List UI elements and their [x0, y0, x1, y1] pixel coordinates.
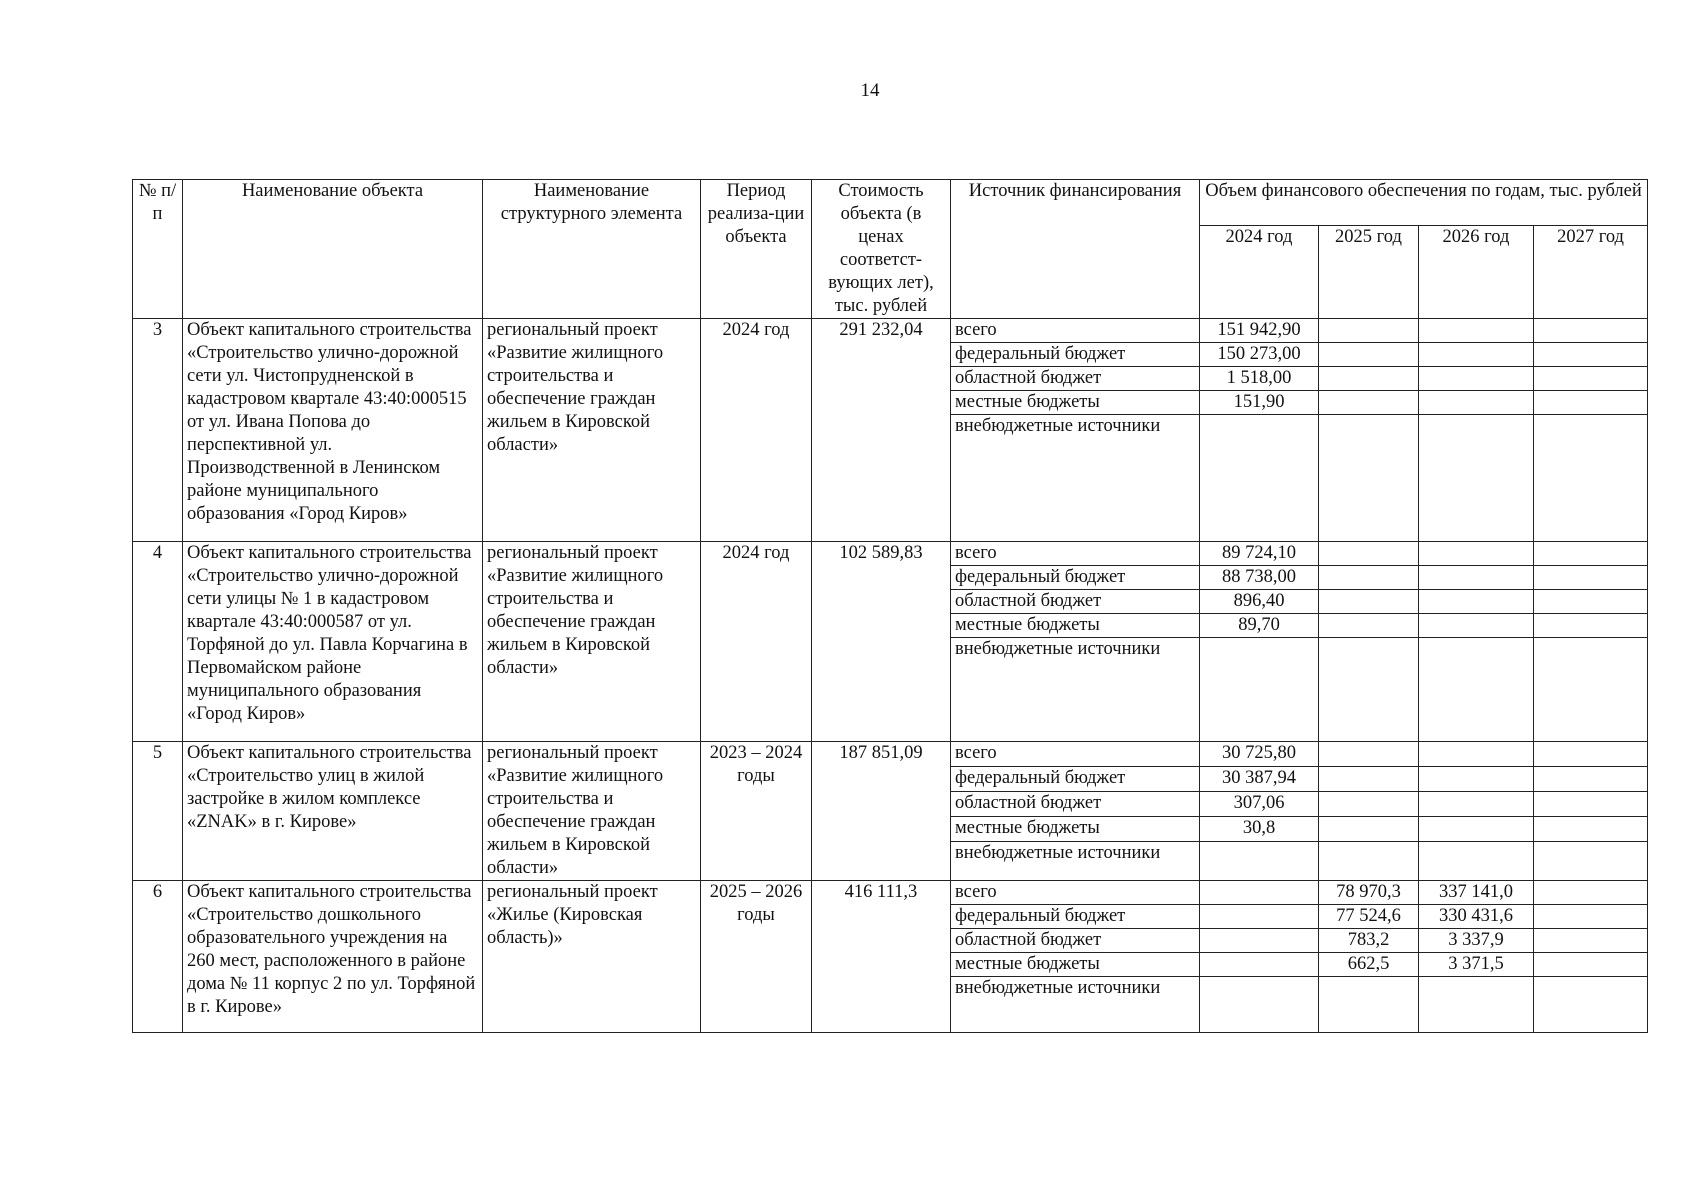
header-cost: Стоимость объекта (в ценах соответст-вующих лет), тыс. рублей — [812, 180, 951, 319]
page-number: 14 — [860, 80, 880, 101]
structural-element: региональный проект «Жилье (Кировская область)» — [483, 881, 701, 1033]
source-name: внебюджетные источники — [951, 638, 1200, 742]
year-value-2027 — [1534, 881, 1648, 905]
year-value-2026: 330 431,6 — [1419, 905, 1534, 929]
year-value-2026 — [1419, 638, 1534, 742]
year-value-2026 — [1419, 415, 1534, 542]
year-value-2025 — [1319, 841, 1419, 880]
year-value-2025 — [1319, 367, 1419, 391]
year-value-2024: 89 724,10 — [1200, 542, 1319, 566]
source-name: всего — [951, 742, 1200, 767]
header-source: Источник финансирования — [951, 180, 1200, 319]
header-year-2027: 2027 год — [1534, 226, 1648, 319]
year-value-2025 — [1319, 977, 1419, 1033]
year-value-2026 — [1419, 590, 1534, 614]
structural-element: региональный проект «Развитие жилищного строительства и обеспечение граждан жильем в Кировской области» — [483, 742, 701, 881]
source-name: областной бюджет — [951, 791, 1200, 816]
year-value-2026 — [1419, 319, 1534, 343]
cost: 291 232,04 — [812, 319, 951, 542]
year-value-2027 — [1534, 590, 1648, 614]
year-value-2025: 783,2 — [1319, 929, 1419, 953]
year-value-2025: 77 524,6 — [1319, 905, 1419, 929]
year-value-2024: 89,70 — [1200, 614, 1319, 638]
object-name: Объект капитального строительства «Строительство дошкольного образовательного учреждения на 260 мест, расположенного в районе дома № 11 корпус 2 по ул. Торфяной в г. Кирове» — [183, 881, 483, 1033]
source-name: областной бюджет — [951, 590, 1200, 614]
year-value-2024 — [1200, 638, 1319, 742]
year-value-2025 — [1319, 566, 1419, 590]
year-value-2027 — [1534, 816, 1648, 841]
year-value-2026: 3 337,9 — [1419, 929, 1534, 953]
year-value-2026 — [1419, 766, 1534, 791]
source-name: всего — [951, 319, 1200, 343]
year-value-2027 — [1534, 977, 1648, 1033]
year-value-2026 — [1419, 841, 1534, 880]
year-value-2024 — [1200, 929, 1319, 953]
year-value-2027 — [1534, 766, 1648, 791]
financing-table — [132, 179, 1648, 1033]
year-value-2024 — [1200, 415, 1319, 542]
year-value-2025 — [1319, 415, 1419, 542]
header-object-name: Наименование объекта — [183, 180, 483, 319]
source-row — [133, 542, 1648, 566]
year-value-2025 — [1319, 319, 1419, 343]
source-name: всего — [951, 881, 1200, 905]
header-period: Период реализа-ции объекта — [701, 180, 812, 319]
year-value-2026: 337 141,0 — [1419, 881, 1534, 905]
header-year-2025: 2025 год — [1319, 226, 1419, 319]
year-value-2024: 307,06 — [1200, 791, 1319, 816]
year-value-2025 — [1319, 742, 1419, 767]
year-value-2027 — [1534, 343, 1648, 367]
year-value-2027 — [1534, 391, 1648, 415]
source-name: федеральный бюджет — [951, 766, 1200, 791]
year-value-2026 — [1419, 367, 1534, 391]
year-value-2026 — [1419, 542, 1534, 566]
year-value-2025: 78 970,3 — [1319, 881, 1419, 905]
row-number: 3 — [133, 319, 183, 542]
year-value-2027 — [1534, 367, 1648, 391]
row-number: 6 — [133, 881, 183, 1033]
year-value-2025 — [1319, 791, 1419, 816]
year-value-2024: 896,40 — [1200, 590, 1319, 614]
year-value-2027 — [1534, 566, 1648, 590]
year-value-2026 — [1419, 391, 1534, 415]
year-value-2025 — [1319, 590, 1419, 614]
header-year-2024: 2024 год — [1200, 226, 1319, 319]
year-value-2024 — [1200, 953, 1319, 977]
header-structural-element: Наименование структурного элемента — [483, 180, 701, 319]
year-value-2025 — [1319, 542, 1419, 566]
object-name: Объект капитального строительства «Строительство улиц в жилой застройке в жилом комплексе «ZNAK» в г. Кирове» — [183, 742, 483, 881]
source-name: всего — [951, 542, 1200, 566]
year-value-2024: 30 387,94 — [1200, 766, 1319, 791]
year-value-2027 — [1534, 929, 1648, 953]
structural-element: региональный проект «Развитие жилищного строительства и обеспечение граждан жильем в Кировской области» — [483, 319, 701, 542]
year-value-2025 — [1319, 614, 1419, 638]
year-value-2026 — [1419, 742, 1534, 767]
year-value-2024: 1 518,00 — [1200, 367, 1319, 391]
source-name: внебюджетные источники — [951, 841, 1200, 880]
cost: 102 589,83 — [812, 542, 951, 742]
year-value-2025 — [1319, 638, 1419, 742]
year-value-2025: 662,5 — [1319, 953, 1419, 977]
year-value-2027 — [1534, 953, 1648, 977]
source-name: внебюджетные источники — [951, 415, 1200, 542]
source-row — [133, 319, 1648, 343]
source-row — [133, 742, 1648, 767]
object-name: Объект капитального строительства «Строительство улично-дорожной сети ул. Чистопрудненской в кадастровом квартале 43:40:000515 от ул. Ивана Попова до перспективной ул. Производственной в Ленинском районе муниципального образования «Город Киров» — [183, 319, 483, 542]
year-value-2027 — [1534, 542, 1648, 566]
year-value-2024: 151 942,90 — [1200, 319, 1319, 343]
source-name: местные бюджеты — [951, 391, 1200, 415]
year-value-2024: 30 725,80 — [1200, 742, 1319, 767]
year-value-2024: 151,90 — [1200, 391, 1319, 415]
source-name: федеральный бюджет — [951, 343, 1200, 367]
period: 2023 – 2024 годы — [701, 742, 812, 881]
year-value-2027 — [1534, 319, 1648, 343]
year-value-2024 — [1200, 841, 1319, 880]
year-value-2026 — [1419, 343, 1534, 367]
source-name: федеральный бюджет — [951, 905, 1200, 929]
source-name: внебюджетные источники — [951, 977, 1200, 1033]
header-num: № п/п — [133, 180, 183, 319]
object-name: Объект капитального строительства «Строительство улично-дорожной сети улицы № 1 в кадастровом квартале 43:40:000587 от ул. Торфяной до ул. Павла Корчагина в Первомайском районе муниципального образования «Город Киров» — [183, 542, 483, 742]
source-name: областной бюджет — [951, 929, 1200, 953]
year-value-2027 — [1534, 638, 1648, 742]
year-value-2025 — [1319, 816, 1419, 841]
year-value-2027 — [1534, 415, 1648, 542]
row-number: 4 — [133, 542, 183, 742]
year-value-2026 — [1419, 816, 1534, 841]
period: 2024 год — [701, 319, 812, 542]
year-value-2026: 3 371,5 — [1419, 953, 1534, 977]
year-value-2027 — [1534, 791, 1648, 816]
year-value-2027 — [1534, 614, 1648, 638]
year-value-2026 — [1419, 566, 1534, 590]
year-value-2027 — [1534, 905, 1648, 929]
source-name: местные бюджеты — [951, 816, 1200, 841]
year-value-2026 — [1419, 791, 1534, 816]
period: 2024 год — [701, 542, 812, 742]
year-value-2027 — [1534, 841, 1648, 880]
row-number: 5 — [133, 742, 183, 881]
source-name: местные бюджеты — [951, 614, 1200, 638]
year-value-2026 — [1419, 614, 1534, 638]
header-volume: Объем финансового обеспечения по годам, тыс. рублей — [1200, 180, 1648, 226]
cost: 187 851,09 — [812, 742, 951, 881]
source-row — [133, 881, 1648, 905]
year-value-2024 — [1200, 977, 1319, 1033]
year-value-2025 — [1319, 391, 1419, 415]
source-name: федеральный бюджет — [951, 566, 1200, 590]
year-value-2025 — [1319, 766, 1419, 791]
year-value-2025 — [1319, 343, 1419, 367]
year-value-2026 — [1419, 977, 1534, 1033]
source-name: местные бюджеты — [951, 953, 1200, 977]
period: 2025 – 2026 годы — [701, 881, 812, 1033]
cost: 416 111,3 — [812, 881, 951, 1033]
year-value-2024: 150 273,00 — [1200, 343, 1319, 367]
year-value-2024 — [1200, 905, 1319, 929]
header-year-2026: 2026 год — [1419, 226, 1534, 319]
source-name: областной бюджет — [951, 367, 1200, 391]
year-value-2024: 30,8 — [1200, 816, 1319, 841]
structural-element: региональный проект «Развитие жилищного строительства и обеспечение граждан жильем в Кировской области» — [483, 542, 701, 742]
year-value-2027 — [1534, 742, 1648, 767]
year-value-2024: 88 738,00 — [1200, 566, 1319, 590]
year-value-2024 — [1200, 881, 1319, 905]
